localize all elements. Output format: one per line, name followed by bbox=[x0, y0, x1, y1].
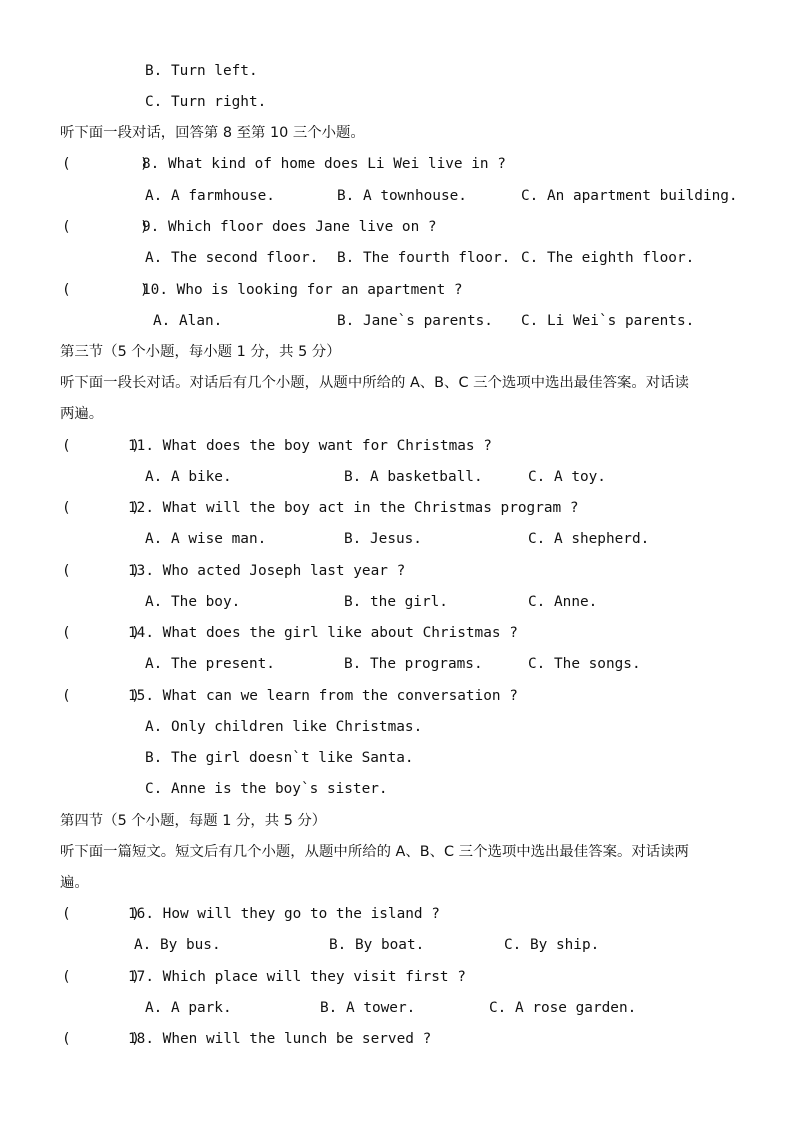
question-14: 14. What does the girl like about Christmas ? bbox=[128, 625, 518, 641]
answer-blank-8[interactable]: ( ) bbox=[62, 156, 149, 172]
answer-blank-14[interactable]: ( ) bbox=[62, 625, 140, 641]
section-3-instruction-line2: 两遍。 bbox=[60, 406, 104, 422]
q16-option-a: A. By bus. bbox=[134, 937, 221, 953]
q8-option-c: C. An apartment building. bbox=[521, 188, 738, 204]
q10-option-c: C. Li Wei`s parents. bbox=[521, 313, 695, 329]
q10-option-a: A. Alan. bbox=[153, 313, 223, 329]
answer-blank-15[interactable]: ( ) bbox=[62, 688, 140, 704]
q13-option-b: B. the girl. bbox=[344, 594, 448, 610]
question-13: 13. Who acted Joseph last year ? bbox=[128, 563, 406, 579]
answer-blank-16[interactable]: ( ) bbox=[62, 906, 140, 922]
answer-blank-9[interactable]: ( ) bbox=[62, 219, 149, 235]
q10-option-b: B. Jane`s parents. bbox=[337, 313, 493, 329]
section-4-instruction-line1: 听下面一篇短文。短文后有几个小题，从题中所给的 A、B、C 三个选项中选出最佳答案。对话读两 bbox=[60, 844, 689, 860]
answer-blank-10[interactable]: ( ) bbox=[62, 282, 149, 298]
q11-option-b: B. A basketball. bbox=[344, 469, 483, 485]
answer-blank-11[interactable]: ( ) bbox=[62, 438, 140, 454]
section-4-instruction-line2: 遍。 bbox=[60, 875, 89, 891]
question-17: 17. Which place will they visit first ? bbox=[128, 969, 466, 985]
q13-option-a: A. The boy. bbox=[145, 594, 241, 610]
q8-option-b: B. A townhouse. bbox=[337, 188, 467, 204]
question-9: 9. Which floor does Jane live on ? bbox=[142, 219, 437, 235]
q9-option-b: B. The fourth floor. bbox=[337, 250, 511, 266]
question-8: 8. What kind of home does Li Wei live in ? bbox=[142, 156, 506, 172]
q16-option-b: B. By boat. bbox=[329, 937, 425, 953]
question-18: 18. When will the lunch be served ? bbox=[128, 1031, 432, 1047]
q12-option-b: B. Jesus. bbox=[344, 531, 422, 547]
q7-option-c: C. Turn right. bbox=[145, 94, 267, 110]
answer-blank-17[interactable]: ( ) bbox=[62, 969, 140, 985]
q11-option-c: C. A toy. bbox=[528, 469, 606, 485]
q15-option-b: B. The girl doesn`t like Santa. bbox=[145, 750, 414, 766]
q9-option-a: A. The second floor. bbox=[145, 250, 319, 266]
q14-option-c: C. The songs. bbox=[528, 656, 641, 672]
q15-option-a: A. Only children like Christmas. bbox=[145, 719, 423, 735]
q7-option-b: B. Turn left. bbox=[145, 63, 258, 79]
answer-blank-13[interactable]: ( ) bbox=[62, 563, 140, 579]
q16-option-c: C. By ship. bbox=[504, 937, 600, 953]
instruction-8-10: 听下面一段对话，回答第 8 至第 10 三个小题。 bbox=[60, 125, 365, 141]
question-11: 11. What does the boy want for Christmas ? bbox=[128, 438, 492, 454]
q12-option-c: C. A shepherd. bbox=[528, 531, 650, 547]
q8-option-a: A. A farmhouse. bbox=[145, 188, 275, 204]
q14-option-b: B. The programs. bbox=[344, 656, 483, 672]
question-15: 15. What can we learn from the conversation ? bbox=[128, 688, 518, 704]
q17-option-a: A. A park. bbox=[145, 1000, 232, 1016]
section-4-heading: 第四节（5 个小题，每题 1 分，共 5 分） bbox=[60, 813, 327, 829]
q17-option-c: C. A rose garden. bbox=[489, 1000, 637, 1016]
question-12: 12. What will the boy act in the Christmas program ? bbox=[128, 500, 579, 516]
section-3-instruction-line1: 听下面一段长对话。对话后有几个小题，从题中所给的 A、B、C 三个选项中选出最佳答案。对话读 bbox=[60, 375, 689, 391]
q17-option-b: B. A tower. bbox=[320, 1000, 416, 1016]
q12-option-a: A. A wise man. bbox=[145, 531, 267, 547]
answer-blank-12[interactable]: ( ) bbox=[62, 500, 140, 516]
q9-option-c: C. The eighth floor. bbox=[521, 250, 695, 266]
q13-option-c: C. Anne. bbox=[528, 594, 598, 610]
question-10: 10. Who is looking for an apartment ? bbox=[142, 282, 463, 298]
q15-option-c: C. Anne is the boy`s sister. bbox=[145, 781, 388, 797]
q14-option-a: A. The present. bbox=[145, 656, 275, 672]
q11-option-a: A. A bike. bbox=[145, 469, 232, 485]
answer-blank-18[interactable]: ( ) bbox=[62, 1031, 140, 1047]
question-16: 16. How will they go to the island ? bbox=[128, 906, 440, 922]
section-3-heading: 第三节（5 个小题，每小题 1 分，共 5 分） bbox=[60, 344, 341, 360]
